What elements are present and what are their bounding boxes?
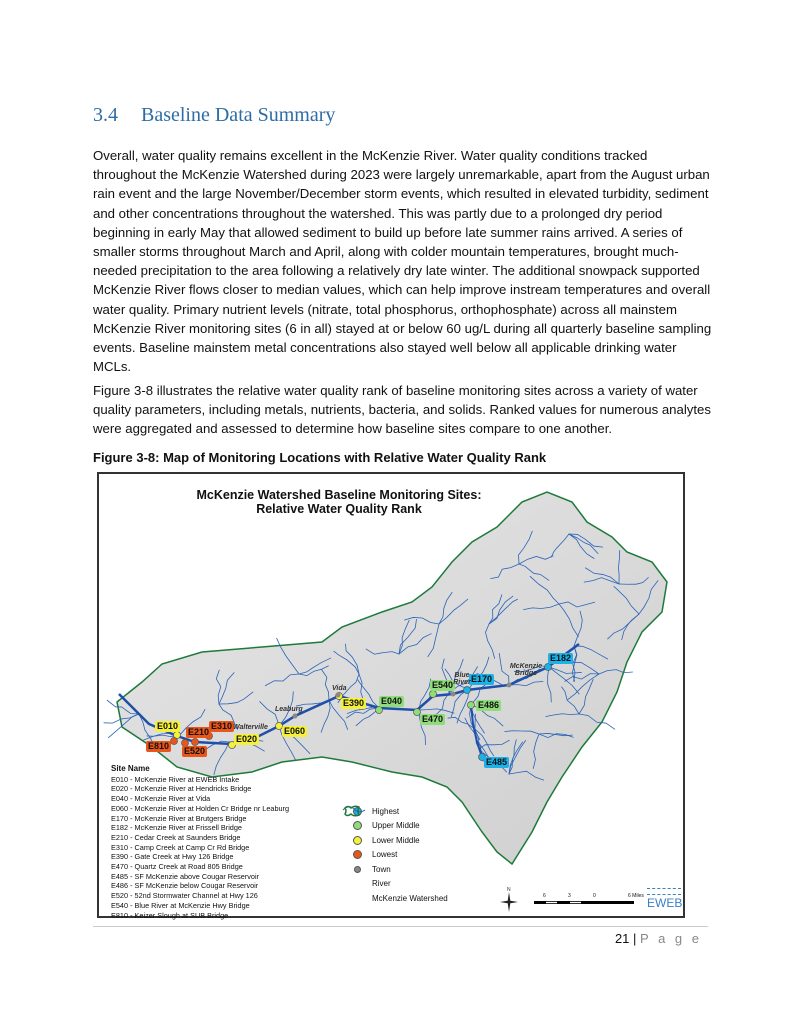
town-label: Blue River (453, 672, 471, 686)
site-marker-e182 (545, 664, 552, 671)
site-label: E810 (148, 741, 170, 751)
site-label: E020 (236, 734, 258, 744)
site-marker-e810 (171, 738, 178, 745)
town-dot-icon (354, 866, 361, 873)
town-marker (507, 683, 512, 688)
page-word: P a g e (640, 931, 702, 946)
site-list-item: E210 - Cedar Creek at Saunders Bridge (111, 832, 241, 842)
site-list-item: E040 - McKenzie River at Vida (111, 794, 211, 804)
legend-label: Town (372, 864, 391, 874)
lowest-dot-icon (353, 850, 362, 859)
town-marker (293, 714, 298, 719)
site-label: E390 (343, 698, 365, 708)
site-marker-e210 (192, 739, 199, 746)
north-arrow-icon (499, 884, 639, 914)
legend-lower-middle (342, 833, 448, 848)
map-title-line: Relative Water Quality Rank (256, 502, 422, 516)
site-label: E170 (471, 674, 493, 684)
site-list-item: E486 - SF McKenzie below Cougar Reservoir (111, 881, 259, 891)
legend-label: Lower Middle (372, 835, 420, 845)
upper-middle-dot-icon (353, 821, 362, 830)
legend-label: Highest (372, 806, 400, 816)
site-list-item: E390 - Gate Creek at Hwy 126 Bridge (111, 852, 234, 862)
site-list (111, 764, 289, 920)
site-list-item: E470 - Quartz Creek at Road 805 Bridge (111, 862, 243, 872)
eweb-logo (647, 888, 682, 910)
site-list-item: E540 - Blue River at McKenzie Hwy Bridge (111, 900, 250, 910)
site-label: E210 (188, 727, 210, 737)
section-heading (93, 104, 335, 127)
town-label: McKenzie Bridge (509, 663, 543, 677)
site-label: E040 (381, 696, 403, 706)
site-label: E540 (432, 680, 454, 690)
legend-label: Lowest (372, 850, 398, 860)
page-footer: 21 | P a g e (614, 931, 702, 946)
watershed-outline-icon (342, 804, 362, 818)
town-label: Vida (332, 685, 347, 692)
svg-text:N: N (507, 887, 511, 893)
site-list-item: E060 - McKenzie River at Holden Cr Bridge nr Leaburg (111, 803, 290, 813)
site-label: E010 (157, 721, 179, 731)
legend-river (342, 877, 448, 892)
site-list-item: E810 - Keizer Slough at SUB Bridge (111, 910, 229, 920)
map-title (159, 488, 519, 516)
site-label: E485 (486, 757, 508, 767)
legend-label: Upper Middle (372, 821, 420, 831)
legend-label: McKenzie Watershed (372, 893, 448, 903)
page-number: 21 (614, 931, 630, 946)
legend-lowest (342, 848, 448, 863)
scale-label: 6 (543, 893, 546, 899)
site-label: E470 (422, 714, 444, 724)
site-list-item: E010 - McKenzie River at EWEB Intake (111, 774, 240, 784)
scale-label: 3 (568, 893, 571, 899)
footer-divider (93, 926, 708, 927)
town-label: Leaburg (275, 706, 303, 713)
site-marker-e040 (376, 707, 383, 714)
town-marker (336, 693, 341, 698)
body-paragraph: Overall, water quality remains excellent in the McKenzie River. Water quality conditions tracked throughout the McKenzie Watershed during 2023 were largely unremarkable, apart from the August urban rain event and the large November/December storm events, which resulted in elevated turbidity, sediment and other concentrations throughout the watershed. This was partly due to a prolonged dry period beginning in early May that allowed sediment to build up before late summer rains arrived. A series of smaller storms throughout March and April, along with colder mountain temperatures, brought much-needed precipitation to the area following a relatively dry late winter. The additional snowpack supported McKenzie River flows closer to median values, which can help improve instream temperatures and overall water quality. Primary nutrient levels (nitrate, total phosphorus, orthophosphate) across all mainstem McKenzie River monitoring sites (6 in all) stayed at or below 60 ug/L during all quarterly baseline sampling events. Baseline mainstem metal concentrations also stayed well below all applicable drinking water MCLs. (93, 148, 712, 375)
legend-upper-middle (342, 819, 448, 834)
site-label: E310 (211, 721, 233, 731)
figure-caption: Figure 3-8: Map of Monitoring Locations with Relative Water Quality Rank (93, 450, 547, 465)
section-title: Baseline Data Summary (141, 104, 336, 126)
site-marker-e540 (430, 691, 437, 698)
site-label: E060 (284, 726, 306, 736)
site-list-item: E310 - Camp Creek at Camp Cr Rd Bridge (111, 842, 250, 852)
site-marker-e170 (464, 687, 471, 694)
site-list-header: Site Name (111, 764, 150, 773)
scale-label: 0 (593, 893, 596, 899)
site-list-item: E170 - McKenzie River at Brutgers Bridge (111, 813, 247, 823)
site-label: E486 (478, 700, 500, 710)
town-label: Walterville (233, 724, 268, 731)
legend-watershed (342, 891, 448, 906)
site-label: E182 (550, 653, 572, 663)
scale-label: 6 Miles (628, 893, 644, 899)
eweb-logo-text: EWEB (647, 896, 683, 910)
site-label: E520 (184, 746, 206, 756)
lower-middle-dot-icon (353, 836, 362, 845)
section-number: 3.4 (93, 104, 118, 126)
town-marker (451, 692, 456, 697)
watershed-map (97, 472, 685, 918)
map-title-line: McKenzie Watershed Baseline Monitoring Sites: (196, 488, 482, 502)
site-list-item: E020 - McKenzie River at Hendricks Bridge (111, 784, 252, 794)
map-legend (342, 804, 448, 906)
site-list-item: E485 - SF McKenzie above Cougar Reservoir (111, 871, 260, 881)
site-list-item: E520 - 52nd Stormwater Channel at Hwy 126 (111, 891, 258, 901)
legend-town (342, 862, 448, 877)
site-list-item: E182 - McKenzie River at Frissell Bridge (111, 823, 242, 833)
body-paragraph: Figure 3-8 illustrates the relative water quality rank of baseline monitoring sites across a variety of water quality parameters, including metals, nutrients, bacteria, and solids. Ranked values for numerous analytes were aggregated and assessed to determine how baseline sites compare to one another. (93, 383, 711, 437)
legend-label: River (372, 879, 391, 889)
site-marker-e486 (468, 702, 475, 709)
